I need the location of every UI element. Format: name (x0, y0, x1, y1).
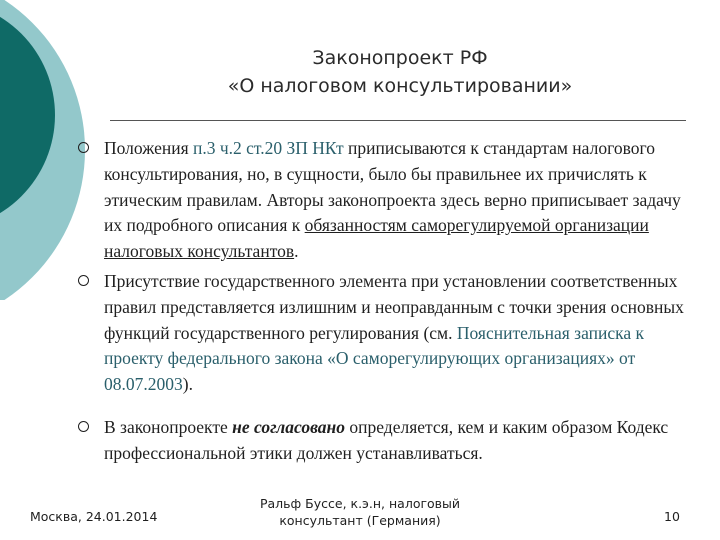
bullet-item (78, 136, 698, 269)
title-line-2: «О налоговом консультировании» (227, 75, 573, 97)
bullet-circle-icon (78, 421, 89, 432)
emphasized-phrase: не согласовано (232, 417, 346, 437)
bullet-text-part: . (294, 241, 299, 262)
bullet-list (78, 136, 698, 467)
bullet-text-part: Присутствие государственного элемента при установлении соответственных правил представляется излишним и неоправданным с точки зрения основных функций государственного регулирования (см. (104, 271, 684, 343)
bullet-text-part: В законопроекте (104, 417, 233, 437)
bullet-item (78, 269, 698, 415)
title-line-1: Законопроект РФ (312, 47, 488, 69)
bullet-circle-icon (78, 142, 89, 153)
bullet-text-part: Положения (104, 138, 193, 158)
footer-date: Москва, 24.01.2014 (30, 509, 158, 524)
bullet-text (104, 136, 698, 265)
bullet-text-part: приписываются к стандартам налогового консультирования, но, в сущности, было бы правильнее их причислять к этическим правилам. Авторы законопроекта здесь верно приписывает задачу их подробного описания к (104, 138, 681, 236)
slide-title (150, 44, 650, 100)
bullet-text-part: определяется, кем и каким образом Кодекс профессиональной этики должен устанавливаться. (104, 417, 669, 463)
law-reference: п.3 ч.2 ст.20 ЗП НКт (193, 138, 344, 158)
bullet-text (104, 415, 698, 467)
page-number: 10 (664, 509, 680, 524)
bullet-circle-icon (78, 275, 89, 286)
footer-author-line-2: консультант (Германия) (279, 513, 441, 528)
bullet-item (78, 415, 698, 467)
underlined-phrase: обязанностям саморегулируемой организации налоговых консультантов (104, 215, 649, 262)
footer-author-line-1: Ральф Буссе, к.э.н, налоговый (259, 496, 461, 511)
explanatory-note-link[interactable]: Пояснительная записка к проекту федерального закона «О саморегулирующих организациях» от 08.07.2003 (104, 322, 644, 395)
footer-author (240, 495, 480, 529)
bullet-text-part: ). (182, 374, 193, 395)
title-divider (110, 120, 686, 121)
bullet-text (104, 269, 698, 398)
